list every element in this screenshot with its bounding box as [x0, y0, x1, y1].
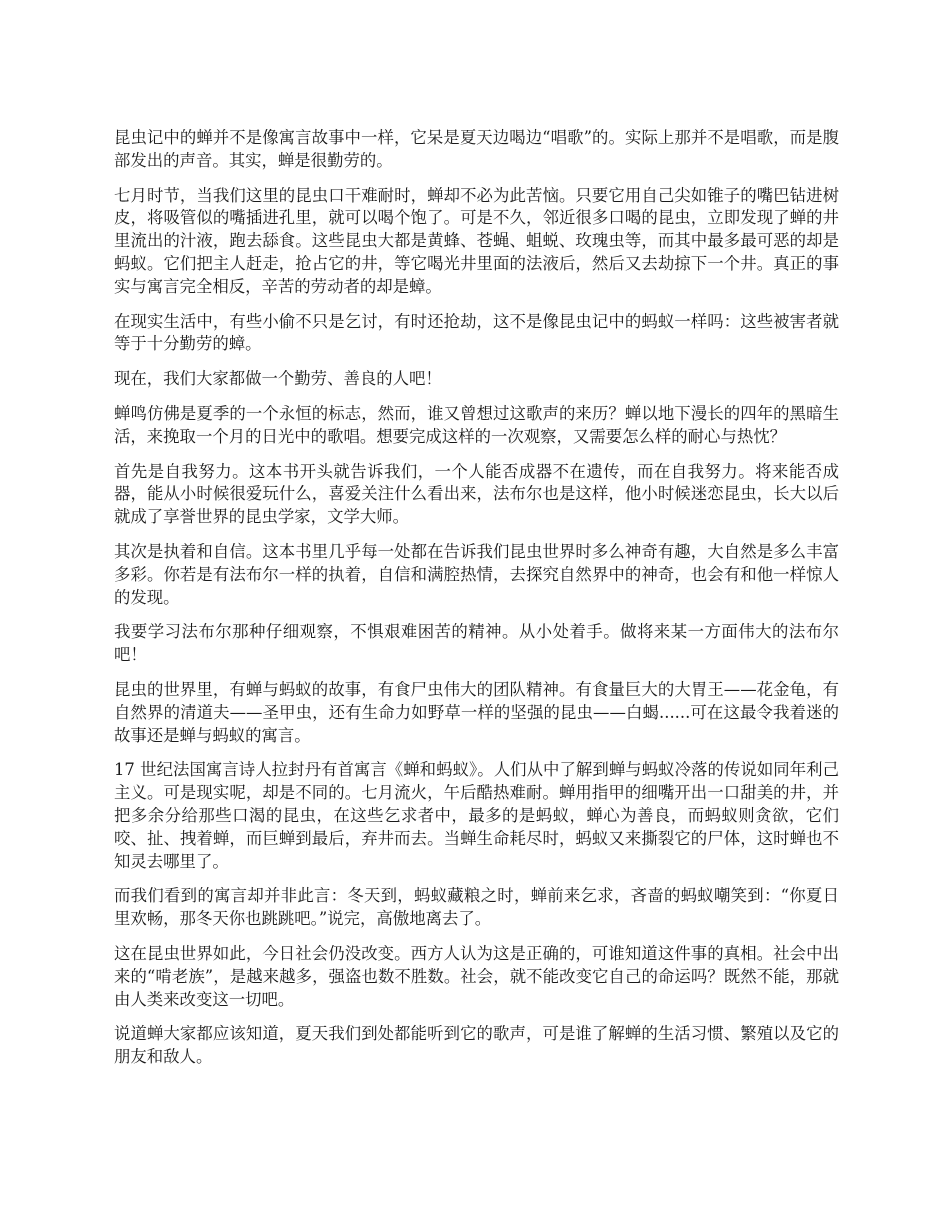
- paragraph-7: 其次是执着和自信。这本书里几乎每一处都在告诉我们昆虫世界时多么神奇有趣，大自然是多么丰富多彩。你若是有法布尔一样的执着，自信和满腔热情，去探究自然界中的神奇，也会有和他一样惊人的发现。: [114, 541, 839, 607]
- paragraph-2: 七月时节，当我们这里的昆虫口干难耐时，蝉却不必为此苦恼。只要它用自己尖如锥子的嘴巴钻进树皮，将吸管似的嘴插进孔里，就可以喝个饱了。可是不久，邻近很多口喝的昆虫，立即发现了蝉的井里流出的汁液，跑去舔食。这些昆虫大都是黄蜂、苍蝇、蛆蜕、玫瑰虫等，而其中最多最可恶的却是蚂蚁。它们把主人赶走，抢占它的井，等它喝光井里面的法液后，然后又去劫掠下一个井。真正的事实与寓言完全相反，辛苦的劳动者的却是蟑。: [114, 185, 839, 296]
- paragraph-5: 蝉鸣仿佛是夏季的一个永恒的标志，然而，谁又曾想过这歌声的来历？蝉以地下漫长的四年的黑暗生活，来挽取一个月的日光中的歌唱。想要完成这样的一次观察，又需要怎么样的耐心与热忱？: [114, 403, 839, 446]
- paragraph-12: 这在昆虫世界如此，今日社会仍没改变。西方人认为这是正确的，可谁知道这件事的真相。社会中出来的“啃老族”，是越来越多，强盗也数不胜数。社会，就不能改变它自己的命运吗？既然不能，那就由人类来改变这一切吧。: [114, 943, 839, 1009]
- paragraph-11: 而我们看到的寓言却并非此言：冬天到，蚂蚁藏粮之时，蝉前来乞求，吝啬的蚂蚁嘲笑到：“你夏日里欢畅，那冬天你也跳跳吧。”说完，高傲地离去了。: [114, 886, 839, 929]
- paragraph-3: 在现实生活中，有些小偷不只是乞讨，有时还抢劫，这不是像昆虫记中的蚂蚁一样吗：这些被害者就等于十分勤劳的蟑。: [114, 311, 839, 354]
- paragraph-8: 我要学习法布尔那种仔细观察，不惧艰难困苦的精神。从小处着手。做将来某一方面伟大的法布尔吧！: [114, 622, 839, 665]
- paragraph-4: 现在，我们大家都做一个勤劳、善良的人吧！: [114, 369, 442, 389]
- paragraph-13: 说道蝉大家都应该知道，夏天我们到处都能听到它的歌声，可是谁了解蝉的生活习惯、繁殖以及它的朋友和敌人。: [114, 1024, 839, 1067]
- paragraph-10: 17 世纪法国寓言诗人拉封丹有首寓言《蝉和蚂蚁》。人们从中了解到蝉与蚂蚁冷落的传说如同年利己主义。可是现实呢，却是不同的。七月流火，午后酷热难耐。蝉用指甲的细嘴开出一口甜美的井，并把多余分给那些口渴的昆虫，在这些乞求者中，最多的是蚂蚁，蝉心为善良，而蚂蚁则贪欲，它们咬、扯、拽着蝉，而巨蝉到最后，弃井而去。当蝉生命耗尽时，蚂蚁又来撕裂它的尸体，这时蝉也不知灵去哪里了。: [114, 760, 839, 871]
- paragraph-6: 首先是自我努力。这本书开头就告诉我们，一个人能否成器不在遗传，而在自我努力。将来能否成器，能从小时候很爱玩什么，喜爱关注什么看出来，法布尔也是这样，他小时候迷恋昆虫，长大以后就成了享誉世界的昆虫学家，文学大师。: [114, 461, 839, 527]
- paragraph-9: 昆虫的世界里，有蝉与蚂蚁的故事，有食尸虫伟大的团队精神。有食量巨大的大胃王——花金龟，有自然界的清道夫——圣甲虫，还有生命力如野草一样的坚强的昆虫——白蝎......可在这最令我着迷的故事还是蝉与蚂蚁的寓言。: [114, 679, 839, 745]
- paragraph-1: 昆虫记中的蝉并不是像寓言故事中一样，它呆是夏天边喝边“唱歌”的。实际上那并不是唱歌，而是腹部发出的声音。其实，蝉是很勤劳的。: [114, 128, 839, 170]
- document-body: [114, 127, 839, 1081]
